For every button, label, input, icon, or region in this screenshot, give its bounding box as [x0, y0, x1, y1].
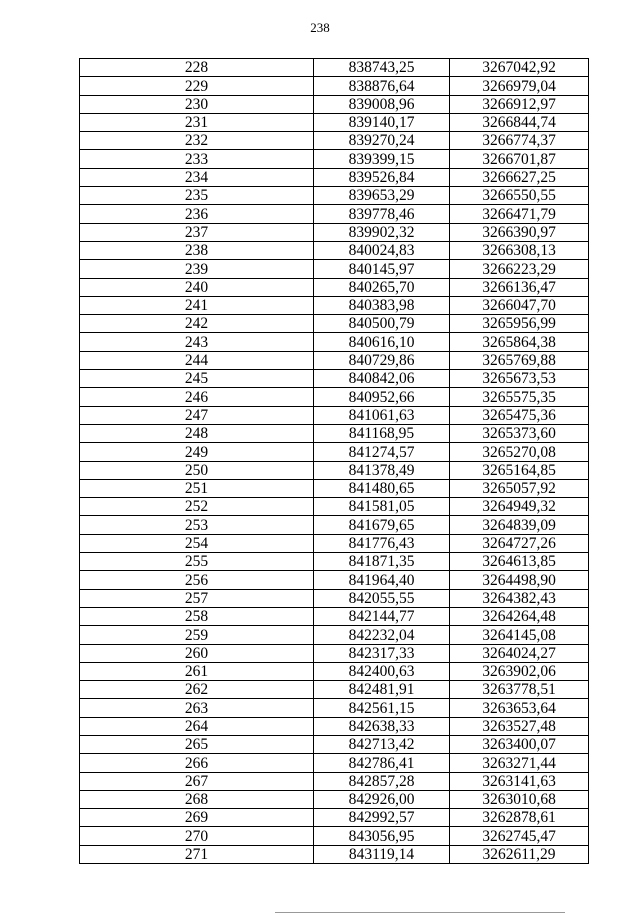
coordinates-table-body — [80, 59, 589, 864]
y-coordinate-cell: 3262611,29 — [450, 845, 589, 863]
y-coordinate-cell: 3265864,38 — [450, 333, 589, 351]
table-row — [80, 113, 589, 131]
table-row — [80, 644, 589, 662]
y-coordinate-cell: 3266223,29 — [450, 260, 589, 278]
point-number-cell: 255 — [80, 553, 314, 571]
x-coordinate-cell: 838743,25 — [314, 59, 450, 77]
x-coordinate-cell: 840383,98 — [314, 296, 450, 314]
x-coordinate-cell: 843119,14 — [314, 845, 450, 863]
x-coordinate-cell: 842232,04 — [314, 626, 450, 644]
y-coordinate-cell: 3266308,13 — [450, 241, 589, 259]
point-number-cell: 233 — [80, 150, 314, 168]
table-row — [80, 845, 589, 863]
y-coordinate-cell: 3265956,99 — [450, 315, 589, 333]
point-number-cell: 253 — [80, 516, 314, 534]
x-coordinate-cell: 842926,00 — [314, 790, 450, 808]
page-number: 238 — [310, 20, 330, 35]
y-coordinate-cell: 3266390,97 — [450, 223, 589, 241]
point-number-cell: 254 — [80, 534, 314, 552]
y-coordinate-cell: 3265575,35 — [450, 388, 589, 406]
table-row — [80, 150, 589, 168]
point-number-cell: 234 — [80, 168, 314, 186]
table-row — [80, 571, 589, 589]
table-row — [80, 461, 589, 479]
x-coordinate-cell: 841776,43 — [314, 534, 450, 552]
x-coordinate-cell: 841871,35 — [314, 553, 450, 571]
table-row — [80, 735, 589, 753]
y-coordinate-cell: 3263271,44 — [450, 754, 589, 772]
table-row — [80, 607, 589, 625]
x-coordinate-cell: 842561,15 — [314, 699, 450, 717]
x-coordinate-cell: 840616,10 — [314, 333, 450, 351]
x-coordinate-cell: 839270,24 — [314, 132, 450, 150]
point-number-cell: 237 — [80, 223, 314, 241]
point-number-cell: 230 — [80, 95, 314, 113]
table-row — [80, 790, 589, 808]
bottom-divider — [275, 912, 565, 913]
x-coordinate-cell: 841168,95 — [314, 424, 450, 442]
table-row — [80, 241, 589, 259]
y-coordinate-cell: 3265475,36 — [450, 406, 589, 424]
x-coordinate-cell: 839902,32 — [314, 223, 450, 241]
y-coordinate-cell: 3266550,55 — [450, 187, 589, 205]
y-coordinate-cell: 3263778,51 — [450, 681, 589, 699]
table-row — [80, 754, 589, 772]
y-coordinate-cell: 3262878,61 — [450, 809, 589, 827]
table-row — [80, 388, 589, 406]
x-coordinate-cell: 841378,49 — [314, 461, 450, 479]
y-coordinate-cell: 3262745,47 — [450, 827, 589, 845]
table-row — [80, 553, 589, 571]
y-coordinate-cell: 3263010,68 — [450, 790, 589, 808]
table-row — [80, 479, 589, 497]
table-row — [80, 333, 589, 351]
x-coordinate-cell: 842992,57 — [314, 809, 450, 827]
x-coordinate-cell: 839526,84 — [314, 168, 450, 186]
table-row — [80, 205, 589, 223]
x-coordinate-cell: 840842,06 — [314, 370, 450, 388]
point-number-cell: 249 — [80, 443, 314, 461]
x-coordinate-cell: 840729,86 — [314, 351, 450, 369]
point-number-cell: 236 — [80, 205, 314, 223]
y-coordinate-cell: 3265373,60 — [450, 424, 589, 442]
table-row — [80, 59, 589, 77]
y-coordinate-cell: 3264024,27 — [450, 644, 589, 662]
table-row — [80, 424, 589, 442]
y-coordinate-cell: 3267042,92 — [450, 59, 589, 77]
x-coordinate-cell: 842638,33 — [314, 717, 450, 735]
y-coordinate-cell: 3264613,85 — [450, 553, 589, 571]
point-number-cell: 251 — [80, 479, 314, 497]
point-number-cell: 250 — [80, 461, 314, 479]
point-number-cell: 268 — [80, 790, 314, 808]
x-coordinate-cell: 842144,77 — [314, 607, 450, 625]
x-coordinate-cell: 839653,29 — [314, 187, 450, 205]
table-row — [80, 187, 589, 205]
x-coordinate-cell: 842713,42 — [314, 735, 450, 753]
y-coordinate-cell: 3265769,88 — [450, 351, 589, 369]
point-number-cell: 264 — [80, 717, 314, 735]
y-coordinate-cell: 3265673,53 — [450, 370, 589, 388]
table-row — [80, 827, 589, 845]
table-row — [80, 662, 589, 680]
x-coordinate-cell: 839140,17 — [314, 113, 450, 131]
y-coordinate-cell: 3266136,47 — [450, 278, 589, 296]
x-coordinate-cell: 840952,66 — [314, 388, 450, 406]
x-coordinate-cell: 842481,91 — [314, 681, 450, 699]
table-row — [80, 772, 589, 790]
table-row — [80, 589, 589, 607]
point-number-cell: 248 — [80, 424, 314, 442]
point-number-cell: 256 — [80, 571, 314, 589]
y-coordinate-cell: 3264382,43 — [450, 589, 589, 607]
x-coordinate-cell: 841274,57 — [314, 443, 450, 461]
y-coordinate-cell: 3263400,07 — [450, 735, 589, 753]
y-coordinate-cell: 3266471,79 — [450, 205, 589, 223]
table-row — [80, 296, 589, 314]
point-number-cell: 267 — [80, 772, 314, 790]
x-coordinate-cell: 841964,40 — [314, 571, 450, 589]
table-row — [80, 95, 589, 113]
point-number-cell: 245 — [80, 370, 314, 388]
point-number-cell: 257 — [80, 589, 314, 607]
x-coordinate-cell: 842400,63 — [314, 662, 450, 680]
x-coordinate-cell: 841061,63 — [314, 406, 450, 424]
x-coordinate-cell: 842786,41 — [314, 754, 450, 772]
point-number-cell: 265 — [80, 735, 314, 753]
y-coordinate-cell: 3264498,90 — [450, 571, 589, 589]
y-coordinate-cell: 3265164,85 — [450, 461, 589, 479]
table-row — [80, 351, 589, 369]
point-number-cell: 262 — [80, 681, 314, 699]
x-coordinate-cell: 840024,83 — [314, 241, 450, 259]
x-coordinate-cell: 842317,33 — [314, 644, 450, 662]
point-number-cell: 269 — [80, 809, 314, 827]
point-number-cell: 266 — [80, 754, 314, 772]
x-coordinate-cell: 839778,46 — [314, 205, 450, 223]
point-number-cell: 261 — [80, 662, 314, 680]
y-coordinate-cell: 3264839,09 — [450, 516, 589, 534]
table-row — [80, 626, 589, 644]
point-number-cell: 235 — [80, 187, 314, 205]
point-number-cell: 263 — [80, 699, 314, 717]
x-coordinate-cell: 839399,15 — [314, 150, 450, 168]
point-number-cell: 270 — [80, 827, 314, 845]
table-row — [80, 406, 589, 424]
x-coordinate-cell: 838876,64 — [314, 77, 450, 95]
y-coordinate-cell: 3266627,25 — [450, 168, 589, 186]
table-row — [80, 443, 589, 461]
table-row — [80, 681, 589, 699]
x-coordinate-cell: 840145,97 — [314, 260, 450, 278]
x-coordinate-cell: 839008,96 — [314, 95, 450, 113]
table-row — [80, 132, 589, 150]
y-coordinate-cell: 3266979,04 — [450, 77, 589, 95]
table-row — [80, 699, 589, 717]
point-number-cell: 259 — [80, 626, 314, 644]
x-coordinate-cell: 842055,55 — [314, 589, 450, 607]
y-coordinate-cell: 3263527,48 — [450, 717, 589, 735]
table-row — [80, 809, 589, 827]
x-coordinate-cell: 843056,95 — [314, 827, 450, 845]
point-number-cell: 243 — [80, 333, 314, 351]
point-number-cell: 244 — [80, 351, 314, 369]
table-row — [80, 717, 589, 735]
x-coordinate-cell: 840265,70 — [314, 278, 450, 296]
y-coordinate-cell: 3263141,63 — [450, 772, 589, 790]
point-number-cell: 241 — [80, 296, 314, 314]
coordinates-table — [79, 58, 589, 864]
y-coordinate-cell: 3263653,64 — [450, 699, 589, 717]
y-coordinate-cell: 3265270,08 — [450, 443, 589, 461]
table-row — [80, 223, 589, 241]
x-coordinate-cell: 841581,05 — [314, 498, 450, 516]
y-coordinate-cell: 3264949,32 — [450, 498, 589, 516]
point-number-cell: 240 — [80, 278, 314, 296]
x-coordinate-cell: 841679,65 — [314, 516, 450, 534]
point-number-cell: 229 — [80, 77, 314, 95]
table-row — [80, 278, 589, 296]
point-number-cell: 232 — [80, 132, 314, 150]
point-number-cell: 246 — [80, 388, 314, 406]
point-number-cell: 238 — [80, 241, 314, 259]
point-number-cell: 252 — [80, 498, 314, 516]
y-coordinate-cell: 3266701,87 — [450, 150, 589, 168]
point-number-cell: 239 — [80, 260, 314, 278]
y-coordinate-cell: 3264727,26 — [450, 534, 589, 552]
y-coordinate-cell: 3263902,06 — [450, 662, 589, 680]
table-row — [80, 516, 589, 534]
point-number-cell: 260 — [80, 644, 314, 662]
point-number-cell: 271 — [80, 845, 314, 863]
table-row — [80, 370, 589, 388]
y-coordinate-cell: 3266844,74 — [450, 113, 589, 131]
table-row — [80, 315, 589, 333]
table-row — [80, 77, 589, 95]
point-number-cell: 247 — [80, 406, 314, 424]
x-coordinate-cell: 841480,65 — [314, 479, 450, 497]
y-coordinate-cell: 3266774,37 — [450, 132, 589, 150]
y-coordinate-cell: 3264264,48 — [450, 607, 589, 625]
point-number-cell: 231 — [80, 113, 314, 131]
table-row — [80, 498, 589, 516]
y-coordinate-cell: 3266912,97 — [450, 95, 589, 113]
table-row — [80, 168, 589, 186]
y-coordinate-cell: 3266047,70 — [450, 296, 589, 314]
point-number-cell: 242 — [80, 315, 314, 333]
point-number-cell: 258 — [80, 607, 314, 625]
x-coordinate-cell: 840500,79 — [314, 315, 450, 333]
point-number-cell: 228 — [80, 59, 314, 77]
y-coordinate-cell: 3264145,08 — [450, 626, 589, 644]
x-coordinate-cell: 842857,28 — [314, 772, 450, 790]
table-row — [80, 534, 589, 552]
y-coordinate-cell: 3265057,92 — [450, 479, 589, 497]
table-row — [80, 260, 589, 278]
